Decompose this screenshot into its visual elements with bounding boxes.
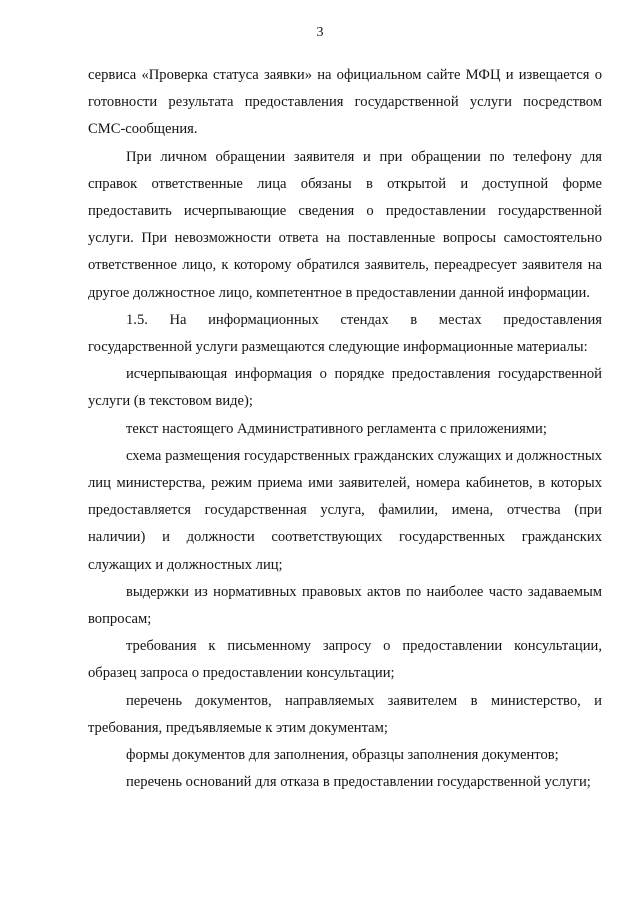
document-body [88, 62, 602, 796]
list-item-request-requirements: требования к письменному запросу о предоставлении консультации, образец запроса о предоставлении консультации; [88, 638, 602, 682]
list-item-legal-excerpts: выдержки из нормативных правовых актов по наиболее часто задаваемым вопросам; [88, 583, 602, 628]
list-item-refusal-grounds: перечень оснований для отказа в предоставлении государственной услуги; [126, 774, 591, 791]
paragraph-personal-appeal: При личном обращении заявителя и при обращении по телефону для справок ответственные лица обязаны в открытой и доступной форме предоставить исчерпывающие сведения о предоставлении государственной услуги. При невозможности ответа на поставленные вопросы самостоятельно ответственное лицо, к которому обратился заявитель, переадресует заявителя на другое должностное лицо, компетентное в предоставлении данной информации. [88, 148, 602, 301]
paragraph-continuation: сервиса «Проверка статуса заявки» на официальном сайте МФЦ и извещается о готовности результата предоставления государственной услуги посредством СМС-сообщения. [88, 67, 602, 138]
list-item-regulation-text: текст настоящего Административного регламента с приложениями; [126, 420, 547, 437]
list-item-procedure-info: исчерпывающая информация о порядке предоставления государственной услуги (в текстовом виде); [88, 366, 602, 410]
page-number: 3 [316, 25, 324, 40]
list-item-staff-scheme: схема размещения государственных гражданских служащих и должностных лиц министерства, режим приема ими заявителей, номера кабинетов, в которых предоставляется государственная услуга, фамилии, имена, отчества (при наличии) и должности соответствующих государственных гражданских служащих и должностных лиц; [88, 447, 602, 573]
list-item-document-list: перечень документов, направляемых заявителем в министерство, и требования, предъявляемые к этим документам; [88, 692, 602, 736]
list-item-document-forms: формы документов для заполнения, образцы заполнения документов; [126, 747, 559, 764]
paragraph-section-1-5: 1.5. На информационных стендах в местах предоставления государственной услуги размещаются следующие информационные материалы: [88, 311, 602, 356]
